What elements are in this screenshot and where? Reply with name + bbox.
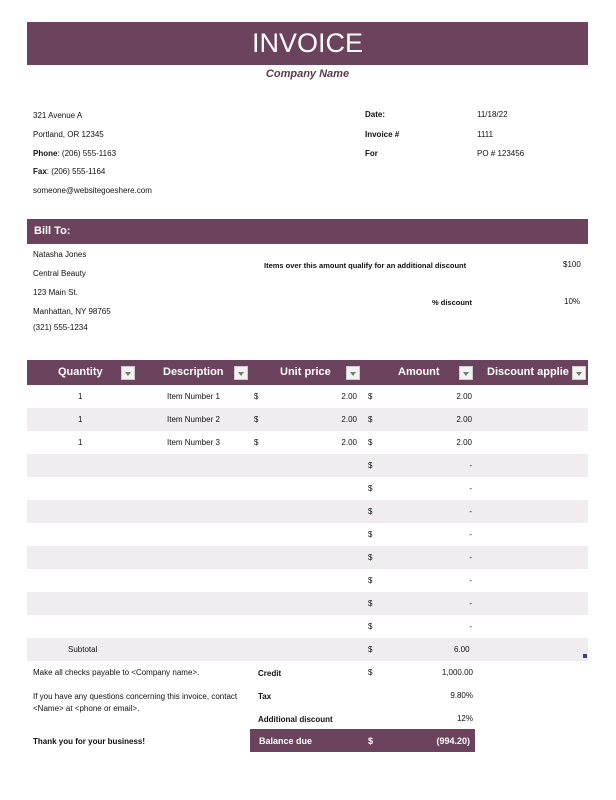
description-filter-dropdown[interactable] [234, 366, 248, 380]
sender-fax [33, 167, 105, 176]
additional-discount-value: 12% [456, 714, 473, 723]
checks-note: Make all checks payable to <Company name>. [33, 668, 200, 677]
column-header-amount: Amount [398, 366, 440, 378]
subtotal-row [27, 638, 588, 661]
subtotal-value: 6.00 [454, 645, 470, 654]
table-row [27, 431, 588, 454]
table-row [27, 477, 588, 500]
cell-amount: - [469, 553, 472, 562]
table-row [27, 385, 588, 408]
cell-amount-currency: $ [368, 415, 373, 424]
cell-amount: 2.00 [456, 415, 472, 424]
cell-description: Item Number 1 [167, 392, 220, 401]
discount-threshold-label: Items over this amount qualify for an additional discount [264, 261, 467, 270]
cell-amount: - [469, 599, 472, 608]
bill-to-title: Bill To: [34, 225, 71, 237]
cell-amount-currency: $ [368, 438, 373, 447]
date-value: 11/18/22 [477, 110, 508, 119]
phone-label: Phone [33, 149, 58, 158]
bill-to-street: 123 Main St. [33, 288, 78, 297]
balance-due-currency: $ [368, 736, 374, 746]
additional-discount-label: Additional discount [258, 715, 333, 724]
sender-phone [33, 149, 116, 158]
subtotal-currency: $ [368, 645, 373, 654]
cell-amount: - [469, 530, 472, 539]
subtotal-label: Subtotal [68, 645, 98, 654]
phone-value: : (206) 555-1163 [57, 149, 117, 158]
cell-description: Item Number 3 [167, 438, 220, 447]
bill-to-company: Central Beauty [33, 269, 86, 278]
bill-to-name: Natasha Jones [33, 250, 87, 259]
cell-unit-price: 2.00 [341, 392, 357, 401]
table-row [27, 569, 588, 592]
cell-unit-price: 2.00 [341, 415, 357, 424]
bill-to-phone: (321) 555-1234 [33, 323, 88, 332]
company-name: Company Name [265, 68, 350, 80]
items-table-header [27, 360, 588, 385]
cell-amount-currency: $ [368, 530, 373, 539]
credit-label: Credit [258, 669, 282, 678]
discount-applied-filter-dropdown[interactable] [572, 366, 586, 380]
discount-threshold-value: $100 [563, 260, 581, 269]
invoice-number-value: 1111 [477, 130, 494, 139]
cell-unit-currency: $ [254, 415, 259, 424]
tax-value: 9.80% [450, 691, 473, 700]
cell-amount: - [469, 507, 472, 516]
table-row [27, 546, 588, 569]
quantity-filter-dropdown[interactable] [121, 366, 135, 380]
cell-amount-currency: $ [368, 484, 373, 493]
fax-label: Fax [33, 167, 47, 176]
bill-to-header [27, 219, 588, 244]
cell-amount-currency: $ [368, 622, 373, 631]
column-header-quantity: Quantity [58, 366, 103, 378]
table-row [27, 615, 588, 638]
cell-description: Item Number 2 [167, 415, 220, 424]
date-label: Date: [365, 110, 386, 119]
cell-unit-price: 2.00 [341, 438, 357, 447]
balance-due-bar [250, 729, 475, 752]
cell-amount: - [469, 576, 472, 585]
sender-address-line1: 321 Avenue A [33, 111, 83, 120]
cell-quantity: 1 [78, 438, 83, 447]
cell-amount-currency: $ [368, 599, 373, 608]
cell-amount: 2.00 [456, 438, 472, 447]
cell-amount-currency: $ [368, 507, 373, 516]
table-row [27, 500, 588, 523]
cell-amount: - [469, 484, 472, 493]
for-value: PO # 123456 [477, 149, 525, 158]
thank-you-note: Thank you for your business! [33, 737, 146, 746]
invoice-title-banner [27, 22, 588, 65]
table-row [27, 454, 588, 477]
questions-note-line1: If you have any questions concerning this invoice, contact [33, 692, 238, 701]
invoice-number-label: Invoice # [365, 130, 400, 139]
column-header-description: Description [163, 366, 224, 378]
balance-due-label: Balance due [259, 736, 313, 746]
bill-to-city: Manhattan, NY 98765 [33, 307, 111, 316]
cell-unit-currency: $ [254, 392, 259, 401]
tax-label: Tax [258, 692, 272, 701]
questions-note-line2: <Name> at <phone or email>. [33, 704, 140, 713]
table-row [27, 592, 588, 615]
cell-amount: 2.00 [456, 392, 472, 401]
credit-currency: $ [368, 668, 373, 677]
balance-due-value: (994.20) [436, 736, 470, 746]
column-header-unit-price: Unit price [280, 366, 331, 378]
cell-amount-currency: $ [368, 553, 373, 562]
discount-percent-value: 10% [564, 297, 581, 306]
cell-amount-currency: $ [368, 392, 373, 401]
column-header-discount-applied: Discount applie [487, 366, 569, 378]
cell-unit-currency: $ [254, 438, 259, 447]
discount-percent-label: % discount [432, 298, 473, 307]
for-label: For [365, 149, 378, 158]
invoice-title: INVOICE [251, 28, 364, 58]
amount-filter-dropdown[interactable] [459, 366, 473, 380]
cell-amount-currency: $ [368, 576, 373, 585]
credit-value: 1,000.00 [441, 668, 473, 677]
table-row [27, 408, 588, 431]
unit-price-filter-dropdown[interactable] [346, 366, 360, 380]
fax-value: : (206) 555-1164 [46, 167, 106, 176]
sender-address-line2: Portland, OR 12345 [33, 130, 104, 139]
cell-amount: - [469, 622, 472, 631]
cell-amount: - [469, 461, 472, 470]
cell-quantity: 1 [78, 415, 83, 424]
cell-quantity: 1 [78, 392, 83, 401]
sender-email: someone@websitegoeshere.com [33, 186, 152, 195]
cell-amount-currency: $ [368, 461, 373, 470]
table-resize-handle[interactable] [583, 654, 587, 658]
table-row [27, 523, 588, 546]
